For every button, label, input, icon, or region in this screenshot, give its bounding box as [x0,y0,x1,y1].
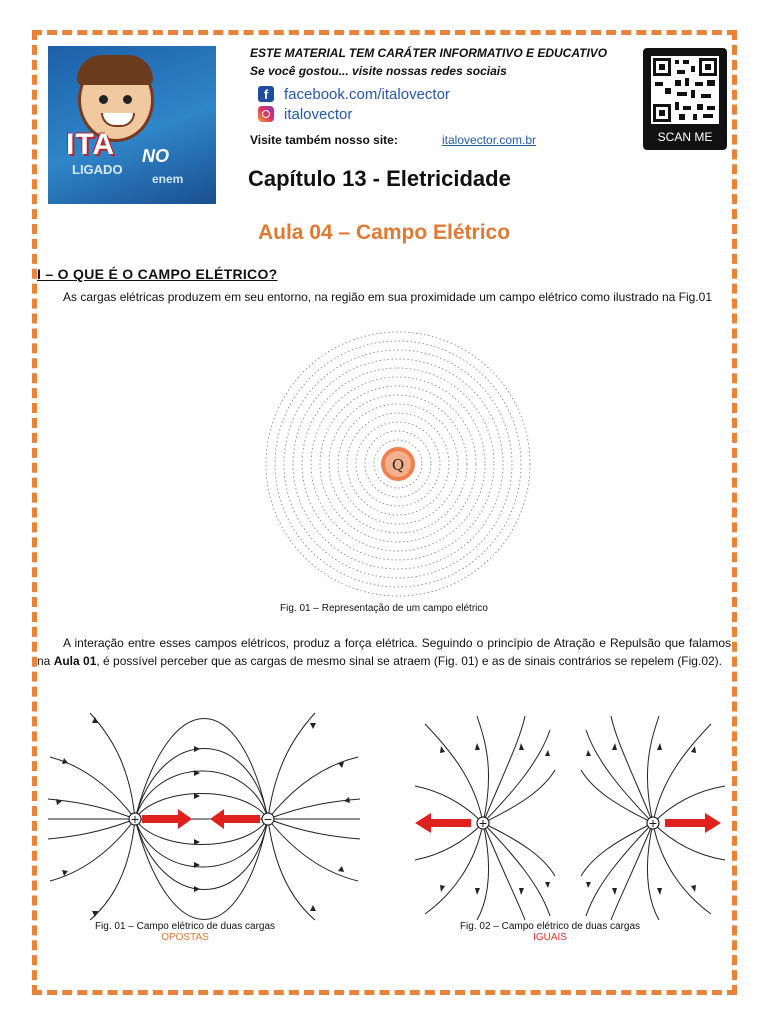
fig-left-tag: OPOSTAS [161,932,209,943]
fig-left-caption: Fig. 01 – Campo elétrico de duas cargas OPOSTAS [80,921,290,943]
instagram-link[interactable] [258,104,450,124]
attraction-arrow-right [142,815,178,823]
header-notice [250,44,607,80]
fig-right-tag: IGUAIS [533,932,567,943]
lesson-title: Aula 04 – Campo Elétrico [257,221,511,244]
positive-sign-a: + [478,817,488,830]
attraction-arrow-left [224,815,260,823]
instagram-handle[interactable]: italovector [284,105,353,123]
logo-enem-text: enem [152,172,184,186]
ita-no-ligado-logo [48,46,216,204]
positive-sign-b: + [648,817,658,830]
social-links [258,84,450,124]
fig1-caption: Fig. 01 – Representação de um campo elétrico [280,603,488,614]
facebook-url[interactable]: facebook.com/italovector [284,85,450,103]
tagline-line: Se você gostou... visite nossas redes sociais [250,64,507,78]
fig-like-charges [405,710,737,922]
fig-right-caption: Fig. 02 – Campo elétrico de duas cargas IGUAIS [445,921,655,943]
fig-opposite-charges [40,705,370,923]
logo-no-text: NO [142,146,169,166]
facebook-link[interactable] [258,84,450,104]
charge-q-label: Q [391,456,405,474]
notice-line: ESTE MATERIAL TEM CARÁTER INFORMATIVO E EDUCATIVO [250,46,608,60]
site-link[interactable]: italovector.com.br [442,133,537,147]
instagram-icon [258,106,274,122]
paragraph-1: As cargas elétricas produzem em seu entorno, na região em sua proximidade um campo elétrico como ilustrado na Fig.01 [63,290,712,304]
chapter-title: Capítulo 13 - Eletricidade [248,166,511,191]
negative-sign: − [263,813,273,826]
qr-code[interactable] [643,48,727,150]
qr-label: SCAN ME [657,130,713,144]
logo-ita-text: ITA [66,128,116,161]
section-heading: I – O QUE É O CAMPO ELÉTRICO? [37,266,278,282]
logo-ligado-text: LIGADO [72,162,123,177]
paragraph-2: A interação entre esses campos elétricos, produz a força elétrica. Seguindo o princípio de Atração e Repulsão que falamos na Aula 01, é possível perceber que as cargas de mesmo sinal se atraem (Fig. 01) e as de sinais contrários se repelem (Fig.02). [37,636,731,668]
repulsion-arrow-left [431,819,471,827]
fig1-field-diagram [250,325,550,605]
facebook-icon: f [258,86,274,102]
site-label: Visite também nosso site: [250,133,398,147]
repulsion-arrow-right [665,819,705,827]
qr-pattern-icon [651,56,719,124]
positive-sign: + [130,813,140,826]
